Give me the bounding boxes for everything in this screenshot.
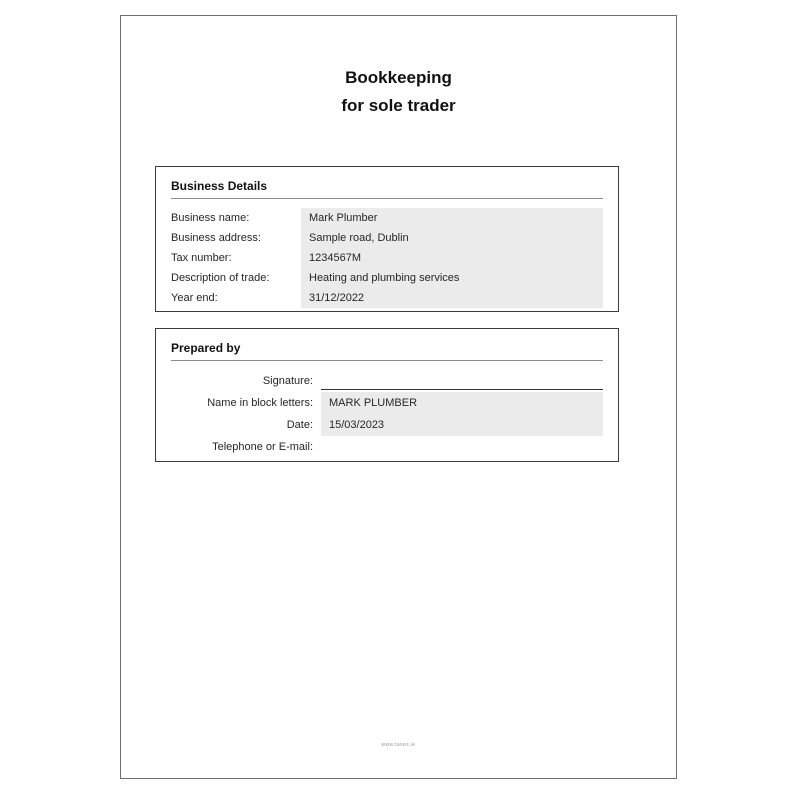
document-title bbox=[121, 64, 676, 120]
field-label: Tax number: bbox=[171, 252, 232, 264]
field-label: Business name: bbox=[171, 212, 250, 224]
field-row-trade-description bbox=[171, 268, 603, 288]
footer-url: www.taxes.ie bbox=[381, 742, 416, 748]
signature-line bbox=[321, 372, 603, 390]
field-row-business-address bbox=[171, 228, 603, 248]
field-row-business-name bbox=[171, 208, 603, 228]
field-row-signature bbox=[171, 370, 603, 392]
business-details-heading: Business Details bbox=[171, 179, 268, 193]
field-label: Name in block letters: bbox=[207, 397, 313, 409]
document-page bbox=[120, 15, 677, 779]
field-row-block-letters bbox=[171, 392, 603, 414]
field-value: 31/12/2022 bbox=[301, 288, 603, 308]
field-label: Description of trade: bbox=[171, 272, 270, 284]
field-row-telephone-email bbox=[171, 436, 603, 458]
field-label: Business address: bbox=[171, 232, 261, 244]
business-details-section bbox=[155, 166, 619, 312]
field-label: Telephone or E-mail: bbox=[212, 441, 313, 453]
title-line-2: for sole trader bbox=[341, 96, 456, 115]
field-value: Mark Plumber bbox=[301, 208, 603, 228]
field-value: 1234567M bbox=[301, 248, 603, 268]
field-value: Sample road, Dublin bbox=[301, 228, 603, 248]
field-value: 15/03/2023 bbox=[321, 414, 603, 436]
prepared-by-section bbox=[155, 328, 619, 462]
field-label: Year end: bbox=[171, 292, 218, 304]
prepared-by-heading: Prepared by bbox=[171, 341, 241, 355]
title-line-1: Bookkeeping bbox=[345, 68, 452, 87]
field-value: Heating and plumbing services bbox=[301, 268, 603, 288]
heading-divider bbox=[171, 360, 603, 361]
heading-divider bbox=[171, 198, 603, 199]
field-row-year-end bbox=[171, 288, 603, 308]
field-label: Date: bbox=[286, 419, 313, 431]
field-row-date bbox=[171, 414, 603, 436]
field-row-tax-number bbox=[171, 248, 603, 268]
field-label: Signature: bbox=[262, 375, 313, 387]
field-value: MARK PLUMBER bbox=[321, 392, 603, 414]
field-value bbox=[321, 436, 603, 458]
